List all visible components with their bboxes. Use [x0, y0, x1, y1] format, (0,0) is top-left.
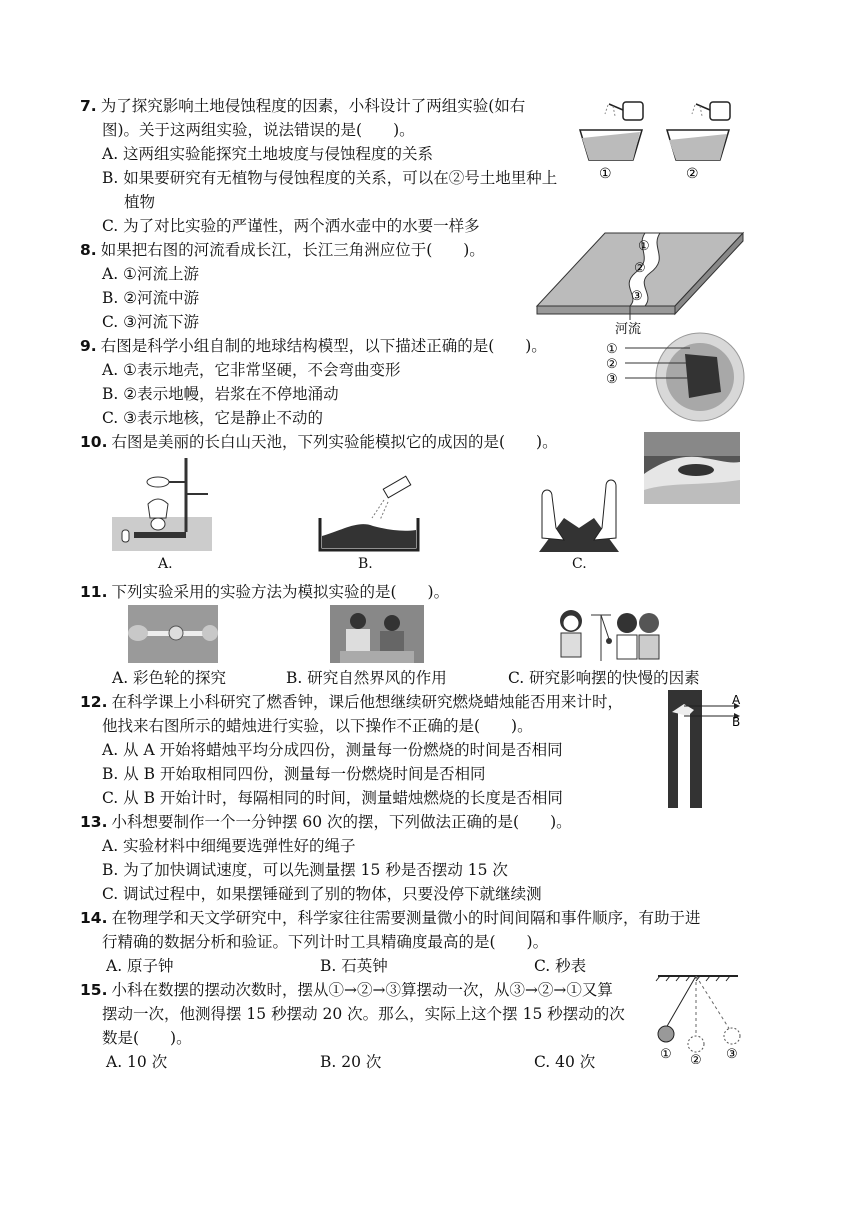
option-c: C. 40 次	[534, 1053, 596, 1071]
soil-erosion-figure	[575, 92, 750, 184]
tianchi-photo	[644, 432, 740, 504]
question-stem: 在物理学和天文学研究中，科学家往往需要测量微小的时间间隔和事件顺序，有助于进	[111, 909, 701, 927]
figure-label-2: ②	[690, 1053, 702, 1064]
question-number: 8.	[80, 241, 97, 259]
question-stem: 小科想要制作一个一分钟摆 60 次的摆，下列做法正确的是( )。	[111, 813, 572, 831]
question-stem-cont: 他找来右图所示的蜡烛进行实验，以下操作不正确的是( )。	[102, 717, 533, 735]
figure-label-2: ②	[606, 357, 618, 372]
question-stem-cont: 行精确的数据分析和验证。下列计时工具精确度最高的是( )。	[102, 933, 549, 951]
question-number: 12.	[80, 693, 108, 711]
option-c: C. 从 B 开始计时，每隔相同的时间，测量蜡烛燃烧的长度是否相同	[102, 789, 563, 807]
figure-label-b: B	[732, 715, 741, 729]
river-figure	[535, 228, 745, 336]
question-number: 14.	[80, 909, 108, 927]
figure-label-3: ③	[631, 289, 643, 304]
question-number: 15.	[80, 981, 108, 999]
option-b-sand-tray	[318, 470, 420, 554]
option-c: C. 为了对比实验的严谨性，两个洒水壶中的水要一样多	[102, 217, 480, 235]
color-wheel-photo	[128, 605, 218, 663]
figure-label-3: ③	[606, 372, 618, 387]
option-b: B. 从 B 开始取相同四份，测量每一份燃烧时间是否相同	[102, 765, 486, 783]
question-stem: 如果把右图的河流看成长江，长江三角洲应位于( )。	[100, 241, 485, 259]
option-a-label: A.	[158, 556, 173, 572]
figure-label-3: ③	[726, 1047, 738, 1062]
option-b: B. 研究自然界风的作用	[286, 669, 447, 687]
figure-label-2: ②	[686, 166, 699, 182]
figure-caption: 河流	[615, 322, 642, 336]
option-c: C. 研究影响摆的快慢的因素	[508, 669, 700, 687]
option-b: B. 石英钟	[320, 957, 388, 975]
question-11	[80, 580, 620, 604]
question-stem-cont: 数是( )。	[102, 1029, 192, 1047]
figure-label-1: ①	[599, 166, 612, 182]
question-9	[80, 334, 600, 430]
question-stem-cont: 图)。关于这两组实验，说法错误的是( )。	[102, 121, 415, 139]
option-b: B. 为了加快调试速度，可以先测量摆 15 秒是否摆动 15 次	[102, 861, 508, 879]
option-c-label: C.	[572, 556, 587, 572]
question-stem: 下列实验采用的实验方法为模拟实验的是( )。	[111, 583, 450, 601]
figure-label-1: ①	[606, 342, 618, 357]
option-a-heating-apparatus	[110, 452, 216, 554]
option-b: B. 如果要研究有无植物与侵蚀程度的关系，可以在②号土地里种上植物	[102, 169, 558, 211]
option-a: A. 从 A 开始将蜡烛平均分成四份，测量每一份燃烧的时间是否相同	[102, 741, 563, 759]
option-c-hands-pushing	[534, 478, 624, 554]
question-stem: 右图是美丽的长白山天池，下列实验能模拟它的成因的是( )。	[111, 433, 558, 451]
candle-figure	[664, 690, 744, 808]
question-stem-cont: 摆动一次，他测得摆 15 秒摆动 20 次。那么，实际上这个摆 15 秒摆动的次	[102, 1005, 625, 1023]
pendulum-figure	[652, 972, 742, 1064]
option-b: B. ②河流中游	[102, 289, 200, 307]
question-14	[80, 906, 760, 954]
earth-model-figure	[605, 332, 745, 422]
figure-label-2: ②	[634, 261, 646, 276]
option-a: A. 10 次	[106, 1053, 168, 1071]
question-number: 7.	[80, 97, 97, 115]
question-13	[80, 810, 680, 906]
question-10	[80, 430, 620, 454]
question-number: 11.	[80, 583, 108, 601]
option-b: B. ②表示地幔，岩浆在不停地涌动	[102, 385, 339, 403]
wind-experiment-photo	[330, 605, 424, 663]
option-c: C. 秒表	[534, 957, 587, 975]
option-c: C. ③表示地核，它是静止不动的	[102, 409, 324, 427]
question-8	[80, 238, 550, 334]
figure-label-1: ①	[638, 239, 650, 254]
option-a: A. 原子钟	[106, 957, 174, 975]
option-a: A. ①河流上游	[102, 265, 199, 283]
question-number: 10.	[80, 433, 108, 451]
option-c: C. ③河流下游	[102, 313, 200, 331]
question-stem: 在科学课上小科研究了燃香钟，课后他想继续研究燃烧蜡烛能否用来计时，	[111, 693, 623, 711]
option-b-label: B.	[358, 556, 373, 572]
figure-label-a: A	[732, 693, 741, 707]
question-stem: 小科在数摆的摆动次数时，摆从①→②→③算摆动一次，从③→②→①又算	[111, 981, 613, 999]
option-b: B. 20 次	[320, 1053, 382, 1071]
question-stem: 右图是科学小组自制的地球结构模型，以下描述正确的是( )。	[100, 337, 547, 355]
question-number: 9.	[80, 337, 97, 355]
option-a: A. 彩色轮的探究	[112, 669, 227, 687]
option-c: C. 调试过程中，如果摆锤碰到了别的物体，只要没停下就继续测	[102, 885, 542, 903]
question-7	[80, 94, 570, 238]
question-15	[80, 978, 650, 1050]
option-a: A. ①表示地壳，它非常坚硬，不会弯曲变形	[102, 361, 401, 379]
question-stem: 为了探究影响土地侵蚀程度的因素，小科设计了两组实验(如右	[100, 97, 526, 115]
option-a: A. 实验材料中细绳要选弹性好的绳子	[102, 837, 356, 855]
figure-label-1: ①	[660, 1047, 672, 1062]
pendulum-kids-illustration	[553, 601, 663, 665]
question-number: 13.	[80, 813, 108, 831]
option-a: A. 这两组实验能探究土地坡度与侵蚀程度的关系	[102, 145, 434, 163]
question-12	[80, 690, 660, 810]
